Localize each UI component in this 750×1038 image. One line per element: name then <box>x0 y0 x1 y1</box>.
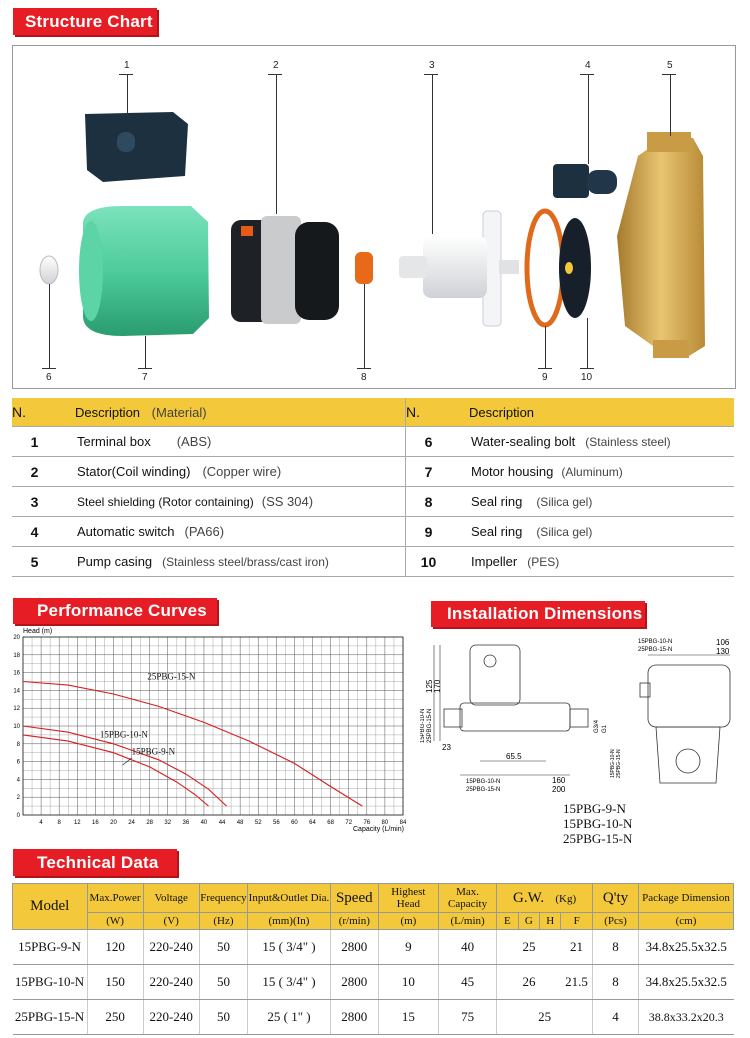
series-label: 25PBG-15-N <box>147 671 196 682</box>
rotor-shielding-part <box>399 211 519 326</box>
model-name: 25PBG-15-N <box>563 831 633 846</box>
x-tick-label: 12 <box>73 820 81 826</box>
callout-10: 10 <box>581 372 593 383</box>
model-name: 15PBG-9-N <box>563 801 626 816</box>
dim-23: 23 <box>442 743 451 752</box>
structure-chart-banner <box>13 8 157 35</box>
tech-row: 15PBG-9-N 120 220-240 50 15 ( 3/4" ) 2800 9 40 25 21 8 34.8x25.5x32.5 <box>13 930 734 965</box>
x-tick-label: 76 <box>363 820 371 826</box>
x-tick-label: 32 <box>164 820 172 826</box>
dim-label-a: 15PBG-10-N <box>420 708 426 743</box>
y-tick-label: 16 <box>13 670 20 677</box>
x-tick-label: 72 <box>345 820 353 826</box>
x-tick-label: 56 <box>272 820 280 826</box>
dim-125: 125 <box>425 679 434 693</box>
x-tick-label: 48 <box>236 820 244 826</box>
stator-part <box>231 216 339 324</box>
dim-170: 170 <box>433 679 442 693</box>
tech-header-units-row: (W) (V) (Hz) (mm)(In) (r/min) (m) (L/min) E G H F (Pcs) (cm) <box>13 913 734 930</box>
dim-130: 130 <box>716 647 730 656</box>
dim-200: 200 <box>552 785 566 794</box>
dim-g1: G1 <box>602 724 608 733</box>
callout-9: 9 <box>542 372 548 383</box>
dim-label-e: 15PBG-10-N <box>638 639 673 645</box>
parts-row: 4 Automatic switch (PA66) 9 Seal ring (Silica gel) <box>12 517 734 547</box>
structure-diagram <box>12 45 736 389</box>
performance-curves-title: Performance Curves <box>37 601 207 620</box>
parts-header-desc2: Description <box>451 398 734 427</box>
seal-ring-large-part <box>527 211 563 325</box>
y-tick-label: 10 <box>13 724 20 730</box>
tech-header-row <box>13 884 734 913</box>
dim-label-d: 25PBG-15-N <box>466 787 501 793</box>
y-tick-label: 18 <box>13 652 20 659</box>
tech-row: 15PBG-10-N 150 220-240 50 15 ( 3/4" ) 2800 10 45 26 21.5 8 34.8x25.5x32.5 <box>13 965 734 1000</box>
x-tick-label: 36 <box>182 820 190 826</box>
y-tick-label: 12 <box>13 706 20 713</box>
callout-2: 2 <box>273 60 279 71</box>
x-tick-label: 20 <box>110 820 117 826</box>
x-tick-label: 4 <box>39 820 43 826</box>
y-tick-label: 8 <box>16 741 20 748</box>
dim-label-b: 25PBG-15-N <box>427 708 433 743</box>
y-tick-label: 2 <box>16 795 20 802</box>
chart-curves <box>23 672 362 806</box>
motor-housing-part <box>79 206 209 336</box>
dim-label-g: 15PBG-10-N <box>610 749 616 778</box>
y-tick-label: 14 <box>13 688 20 695</box>
model-name: 15PBG-10-N <box>563 816 633 831</box>
parts-header-row <box>12 398 734 427</box>
performance-chart <box>8 625 418 840</box>
x-tick-label: 44 <box>218 820 226 826</box>
technical-data-banner <box>13 849 177 876</box>
series-label: 15PBG-9-N <box>131 746 176 757</box>
parts-header-n: N. <box>12 398 57 427</box>
structure-chart-title: Structure Chart <box>25 12 153 31</box>
performance-curves-banner <box>13 598 217 624</box>
series-label: 15PBG-10-N <box>99 729 148 740</box>
dim-65-5: 65.5 <box>506 752 522 761</box>
th-capacity: Max. Capacity <box>438 884 496 913</box>
x-tick-label: 60 <box>291 820 298 826</box>
side-view-drawing <box>444 645 588 731</box>
parts-table <box>12 398 734 577</box>
tech-row: 25PBG-15-N 250 220-240 50 25 ( 1" ) 2800 15 75 25 4 38.8x33.2x20.3 <box>13 1000 734 1035</box>
y-tick-label: 6 <box>16 759 20 766</box>
th-io: Input&Outlet Dia. <box>248 884 331 913</box>
pump-casing-part <box>617 132 705 358</box>
parts-row: 1 Terminal box (ABS) 6 Water-sealing bolt (Stainless steel) <box>12 427 734 457</box>
x-tick-label: 80 <box>381 820 389 826</box>
th-head: Highest Head <box>378 884 438 913</box>
y-tick-label: 0 <box>16 813 20 819</box>
callout-8: 8 <box>361 372 367 383</box>
terminal-box-part <box>85 112 188 182</box>
th-power: Max.Power <box>87 884 143 913</box>
th-speed: Speed <box>330 884 378 913</box>
installation-models <box>563 801 632 846</box>
exploded-pump-illustration <box>13 46 735 388</box>
chart-xlabel: Capacity (L/min) <box>353 826 404 833</box>
dim-label-f: 25PBG-15-N <box>638 647 673 653</box>
x-tick-label: 16 <box>92 820 99 826</box>
dim-label-h: 25PBG-15-N <box>616 749 622 778</box>
parts-header-n2: N. <box>406 398 452 427</box>
front-view-drawing <box>640 665 730 783</box>
parts-row: 2 Stator(Coil winding) (Copper wire) 7 Motor housing (Aluminum) <box>12 457 734 487</box>
installation-dimensions-title: Installation Dimensions <box>447 604 643 623</box>
th-voltage: Voltage <box>143 884 199 913</box>
y-tick-label: 20 <box>13 635 20 641</box>
x-tick-label: 68 <box>327 820 334 826</box>
dim-label-c: 15PBG-10-N <box>466 779 501 785</box>
callout-1: 1 <box>124 60 130 71</box>
th-gw: G.W. (Kg) <box>497 884 593 913</box>
technical-data-table <box>12 883 734 1035</box>
parts-row: 5 Pump casing (Stainless steel/brass/cast iron) 10 Impeller (PES) <box>12 547 734 577</box>
y-tick-label: 4 <box>16 777 20 784</box>
dim-160: 160 <box>552 776 566 785</box>
x-tick-label: 8 <box>57 820 61 826</box>
installation-drawing <box>420 633 740 803</box>
water-sealing-bolt-part <box>40 256 58 284</box>
th-qty: Q'ty <box>593 884 639 913</box>
technical-data-title: Technical Data <box>37 853 159 872</box>
callout-3: 3 <box>429 60 435 71</box>
th-frequency: Frequency <box>199 884 247 913</box>
x-tick-label: 40 <box>200 820 208 826</box>
x-tick-label: 84 <box>399 820 407 826</box>
dim-g34: G3/4 <box>594 719 600 733</box>
installation-dimensions-banner <box>431 601 645 627</box>
dim-106: 106 <box>716 638 730 647</box>
automatic-switch-part <box>553 164 617 198</box>
chart-ylabel: Head (m) <box>23 628 53 635</box>
x-tick-label: 52 <box>254 820 262 826</box>
callout-6: 6 <box>46 372 52 383</box>
parts-row: 3 Steel shielding (Rotor containing) (SS 304) 8 Seal ring (Silica gel) <box>12 487 734 517</box>
callout-5: 5 <box>667 60 673 71</box>
th-model: Model <box>13 884 88 930</box>
parts-header-desc: Description (Material) <box>57 398 406 427</box>
callout-7: 7 <box>142 372 148 383</box>
th-package: Package Dimension <box>638 884 733 913</box>
x-tick-label: 64 <box>309 820 316 826</box>
x-tick-label: 24 <box>128 820 135 826</box>
callout-4: 4 <box>585 60 591 71</box>
x-tick-label: 28 <box>146 820 154 826</box>
impeller-part <box>559 218 591 318</box>
seal-ring-small-part <box>355 252 373 284</box>
